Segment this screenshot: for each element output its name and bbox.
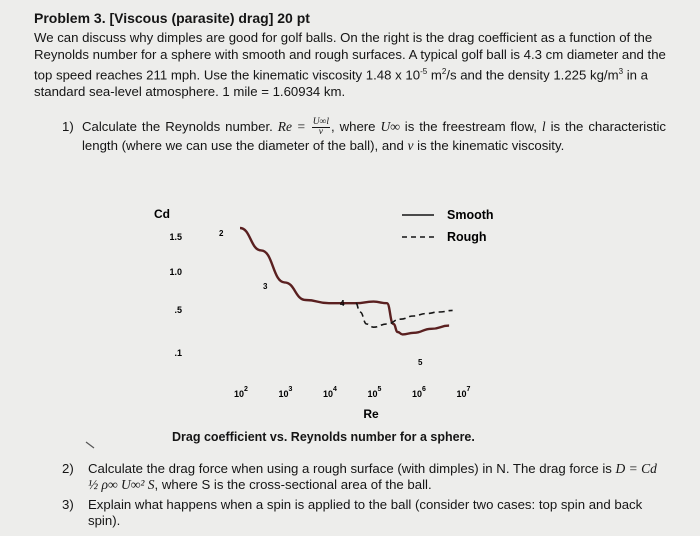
pen-stroke-mark: [86, 442, 94, 448]
x-tick-label: $10^5$: [367, 386, 382, 399]
series-smooth-line: [240, 228, 449, 334]
q1-text-end: is the kinematic viscosity.: [417, 138, 565, 154]
curve-point-labels: [219, 229, 423, 367]
formula-numerator: U∞l: [312, 117, 329, 128]
question-1-number: 1): [62, 119, 74, 134]
y-tick-label: 1.0: [169, 267, 182, 277]
q1-text-mid: is the freestream flow,: [404, 119, 537, 134]
q1-text-where: , where: [330, 119, 376, 134]
curve-point-label: 4: [340, 299, 345, 308]
reynolds-formula-lhs: Re =: [277, 119, 306, 134]
drag-force-formula: D = Cd ½ ρ∞ U∞² S: [88, 461, 657, 492]
question-2-number: 2): [62, 461, 74, 476]
x-tick-label: $10^3$: [278, 386, 293, 399]
formula-denominator: ν: [318, 127, 323, 138]
x-tick-label: $10^4$: [323, 386, 337, 399]
q2-text-a: Calculate the drag force when using a rough surface (with dimples) in N. The drag force is: [88, 461, 612, 476]
problem-title: Problem 3. [Viscous (parasite) drag] 20 pt: [34, 10, 310, 26]
q1-text-mid2: is the characteristic length (where we can use the diameter of the ball), and: [82, 119, 667, 154]
y-tick-label: 1.5: [169, 232, 182, 242]
y-tick-label: .5: [174, 305, 182, 315]
x-tick-label: $10^2$: [234, 386, 248, 399]
y-tick-labels: [169, 232, 182, 358]
curve-point-label: 5: [418, 358, 423, 367]
chart-series: [240, 228, 453, 334]
q2-text-b: , where S is the cross-sectional area of the ball.: [154, 477, 432, 492]
chart-caption: Drag coefficient vs. Reynolds number for a sphere.: [172, 430, 475, 444]
q3-text: Explain what happens when a spin is applied to the ball (consider two cases: top spin and back spin).: [88, 497, 643, 528]
question-3-number: 3): [62, 497, 74, 512]
question-2: [62, 461, 666, 493]
series-rough-line: [356, 303, 453, 327]
x-tick-label: $10^7$: [456, 386, 471, 399]
curve-point-label: 2: [219, 229, 224, 238]
x-axis-label: Re: [363, 407, 379, 421]
symbol-freestream: U∞: [380, 119, 400, 134]
legend-smooth-label: Smooth: [447, 208, 494, 222]
x-tick-label: $10^6$: [412, 386, 426, 399]
symbol-length: l: [541, 119, 546, 134]
y-tick-label: .1: [174, 348, 182, 358]
problem-intro: We can discuss why dimples are good for golf balls. On the right is the drag coefficient as a function of the Reynolds number for a sphere with smooth and rough surfaces. A typical golf ball is 4.3 cm diameter and the top speed reaches 211 mph. Use the kinematic viscosity 1.48 x $10^{-5}$ $m^2/s$ and the density 1.225 $kg/m^3$ in a standard sea-level atmosphere. 1 mile = 1.60934 km.: [34, 30, 666, 100]
legend-rough-label: Rough: [447, 230, 487, 244]
y-axis-label: Cd: [154, 207, 170, 221]
question-3: [62, 497, 666, 529]
symbol-viscosity: ν: [407, 138, 414, 154]
q1-text-before: Calculate the Reynolds number.: [82, 119, 273, 134]
curve-point-label: 3: [263, 282, 268, 291]
x-tick-labels: [234, 386, 471, 399]
